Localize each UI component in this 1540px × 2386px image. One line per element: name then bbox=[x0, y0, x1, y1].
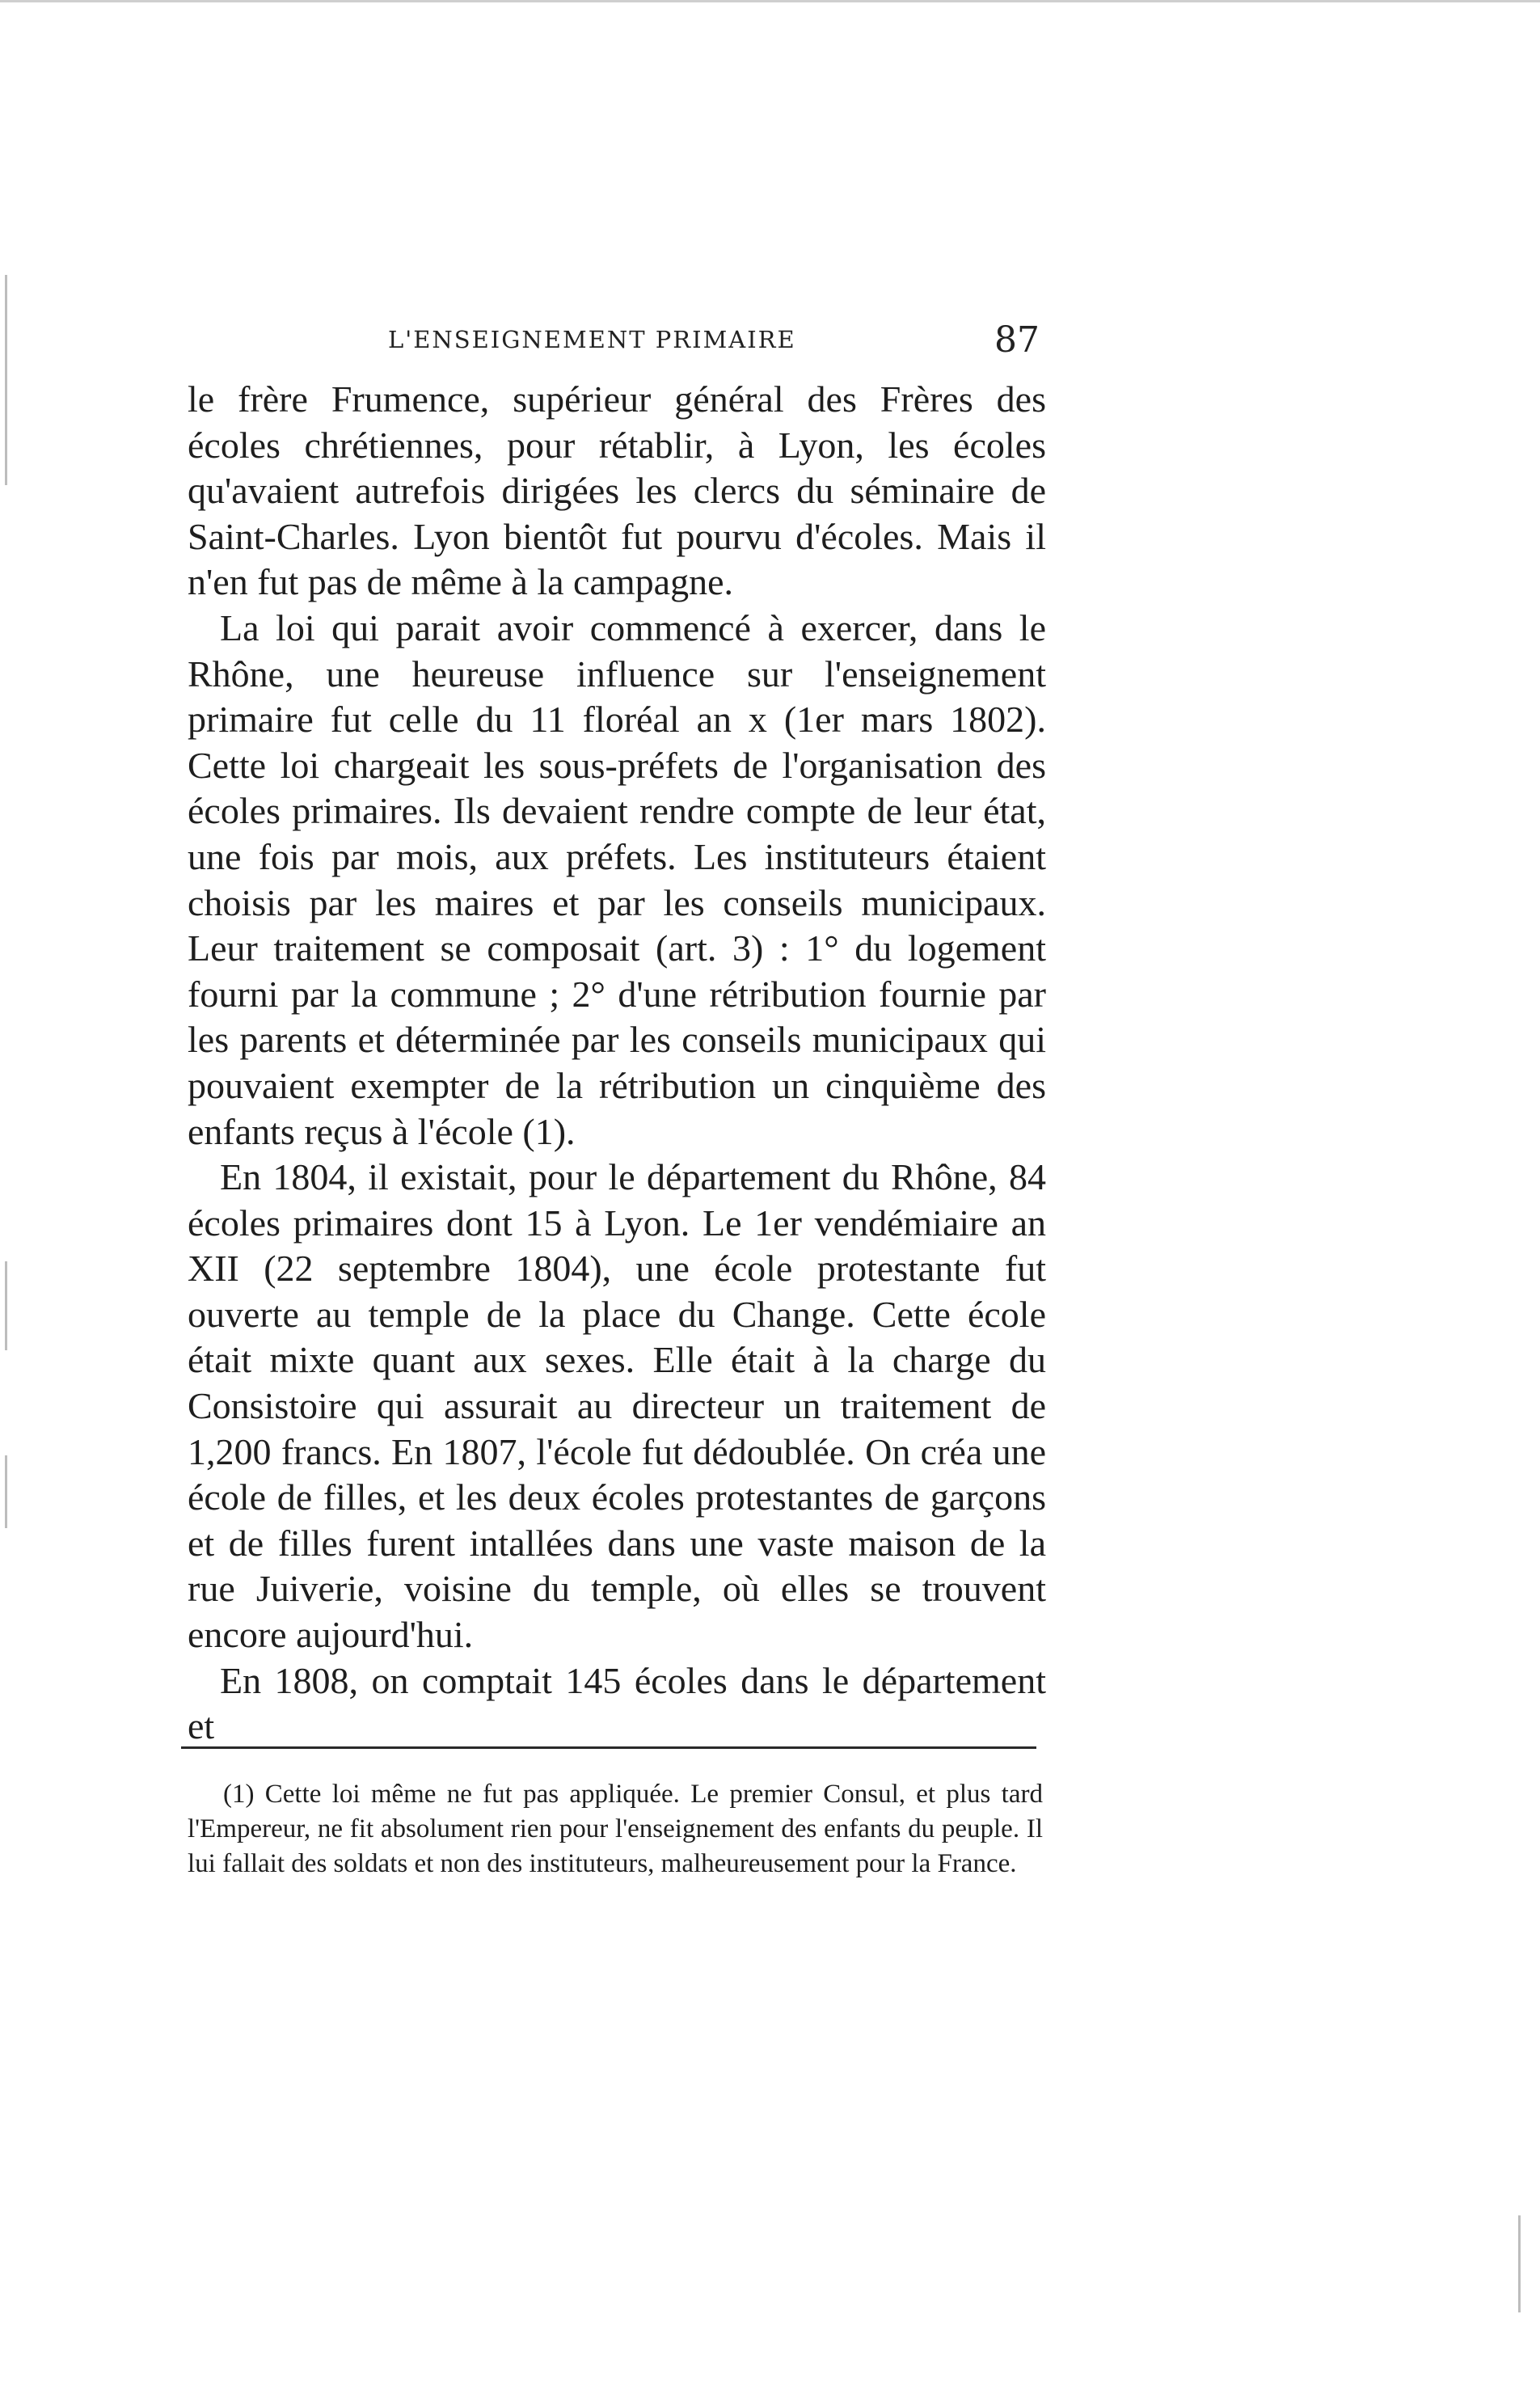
paragraph: La loi qui parait avoir commencé à exercer, dans le Rhône, une heureuse influence sur l'enseignement primaire fut celle du 11 floréal an x (1er mars 1802). Cette loi chargeait les sous-préfets de l'organisation des écoles primaires. Ils devaient rendre compte de leur état, une fois par mois, aux préfets. Les instituteurs étaient choisis par les maires et par les conseils municipaux. Leur traitement se composait (art. 3) : 1° du logement fourni par la commune ; 2° d'une rétribution fournie par les parents et déterminée par les conseils municipaux qui pouvaient exempter de la rétribution un cinquième des enfants reçus à l'école (1). bbox=[188, 606, 1046, 1152]
page-edge bbox=[0, 0, 1540, 2]
paragraph: En 1808, on comptait 145 écoles dans le département et bbox=[188, 1659, 1046, 1747]
paragraph: le frère Frumence, supérieur général des Frères des écoles chrétiennes, pour rétablir, à Lyon, les écoles qu'avaient autrefois dirigées les clercs du séminaire de Saint-Charles. Lyon bientôt fut pourvu d'écoles. Mais il n'en fut pas de même à la campagne. bbox=[188, 378, 1046, 603]
page-header bbox=[188, 319, 1046, 368]
left-margin-mark bbox=[5, 1261, 7, 1350]
left-margin-mark bbox=[5, 275, 7, 485]
left-margin-mark bbox=[5, 1455, 7, 1528]
right-margin-mark bbox=[1518, 2215, 1521, 2312]
page-number: 87 bbox=[994, 319, 1040, 361]
body-text bbox=[188, 377, 1046, 1750]
footnote: (1) Cette loi même ne fut pas appliquée. Le premier Consul, et plus tard l'Empereur, ne fit absolument rien pour l'enseignement des enfants du peuple. Il lui fallait des soldats et non des instituteurs, malheureusement pour la France. bbox=[188, 1780, 1043, 1878]
paragraph: En 1804, il existait, pour le département du Rhône, 84 écoles primaires dont 15 à Lyon. Le 1er vendémiaire an XII (22 septembre 1804), une école protestante fut ouverte au temple de la place du Change. Cette école était mixte quant aux sexes. Elle était à la charge du Consistoire qui assurait au directeur un traitement de 1,200 francs. En 1807, l'école fut dédoublée. On créa une école de filles, et les deux écoles protestantes de garçons et de filles furent intallées dans une vaste maison de la rue Juiverie, voisine du temple, où elles se trouvent encore aujourd'hui. bbox=[188, 1156, 1046, 1656]
running-title: L'ENSEIGNEMENT PRIMAIRE bbox=[388, 326, 796, 353]
footnote-rule bbox=[181, 1746, 1036, 1749]
